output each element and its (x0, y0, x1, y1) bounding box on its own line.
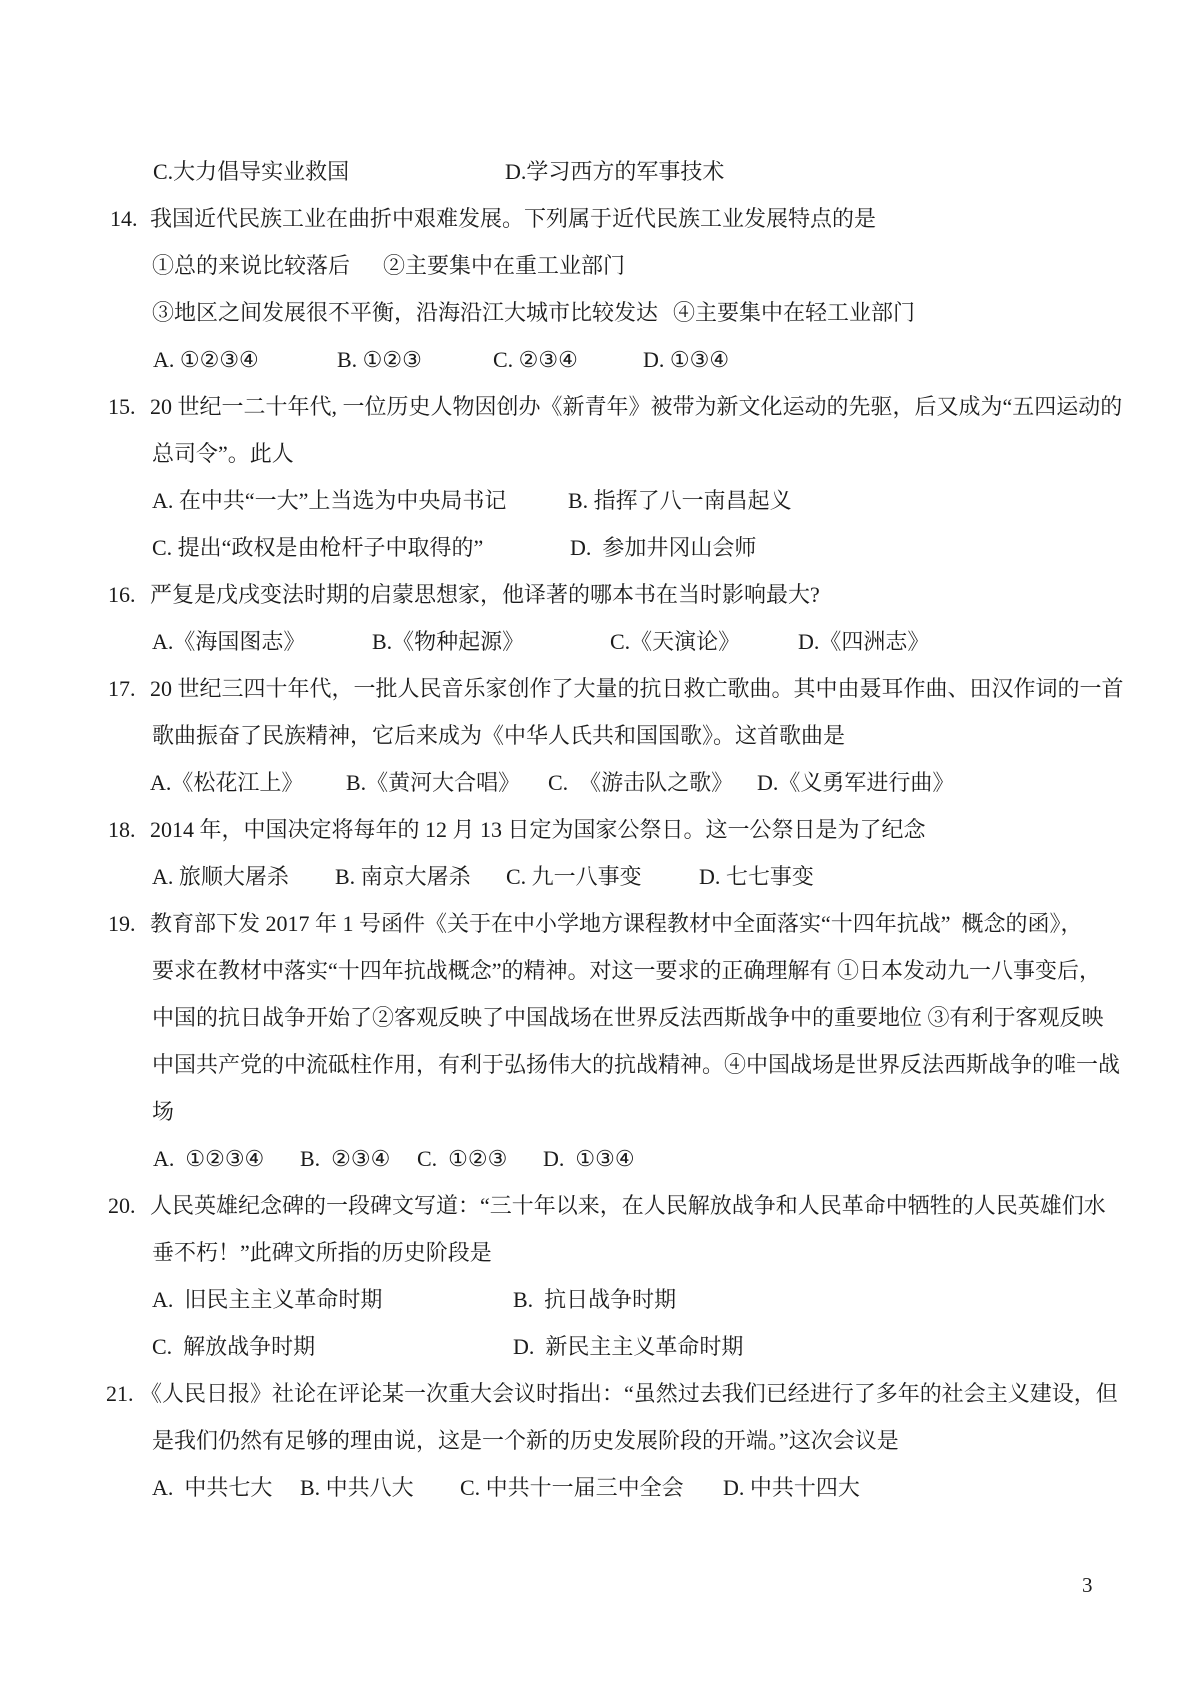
option-a: A. ①②③④ (153, 347, 259, 372)
question-number: 15. (108, 394, 136, 419)
q15-options-row-2 (0, 534, 1200, 564)
option-b: B.《黄河大合唱》 (346, 770, 521, 795)
q19-stem-line-2 (0, 957, 1200, 987)
stem-text: 教育部下发 2017 年 1 号函件《关于在中小学地方课程教材中全面落实“十四年抗战” 概念的函》， (150, 911, 1083, 936)
q19-options (0, 1145, 1200, 1175)
option-c: C.《天演论》 (610, 629, 741, 654)
stem-text: 歌曲振奋了民族精神，它后来成为《中华人氏共和国国歌》。这首歌曲是 (152, 723, 846, 748)
stem-text: 总司令”。此人 (152, 441, 294, 466)
stem-text: 20 世纪三四十年代，一批人民音乐家创作了大量的抗日救亡歌曲。其中由聂耳作曲、田汉作词的一首 (150, 676, 1124, 701)
q13-options-row (0, 158, 1200, 188)
option-c: C. ②③④ (493, 347, 578, 372)
q19-stem-line-4 (0, 1051, 1200, 1081)
option-c: C. 《游击队之歌》 (548, 770, 734, 795)
option-b: B. 南京大屠杀 (335, 864, 471, 889)
option-d: D. ①③④ (643, 347, 730, 372)
question-number: 16. (108, 582, 136, 607)
question-number: 14. (110, 206, 138, 231)
q21-stem-line-1 (0, 1380, 1200, 1410)
q20-options-row-2 (0, 1333, 1200, 1363)
option-b: B. 指挥了八一南昌起义 (568, 488, 792, 513)
option-c: C. 九一八事变 (506, 864, 642, 889)
q15-options-row-1 (0, 487, 1200, 517)
option-b: B.《物种起源》 (372, 629, 525, 654)
item-1: ①总的来说比较落后 (152, 253, 351, 278)
q14-stem (0, 205, 1200, 235)
option-c: C. ①②③ (417, 1146, 508, 1171)
item-4: ④主要集中在轻工业部门 (673, 300, 916, 325)
option-b: B. 抗日战争时期 (513, 1287, 677, 1312)
stem-text: 《人民日报》社论在评论某一次重大会议时指出：“虽然过去我们已经进行了多年的社会主义建设，但 (140, 1381, 1118, 1406)
q13-option-d: D.学习西方的军事技术 (505, 159, 725, 184)
q14-items-row-2 (0, 299, 1200, 329)
stem-text: 中国共产党的中流砥柱作用，有利于弘扬伟大的抗战精神。④中国战场是世界反法西斯战争的唯一战 (152, 1052, 1121, 1077)
q17-options (0, 769, 1200, 799)
q20-stem-line-2 (0, 1239, 1200, 1269)
q13-option-c: C.大力倡导实业救国 (153, 159, 350, 184)
q15-stem-line-2 (0, 440, 1200, 470)
option-d: D.《四洲志》 (798, 629, 930, 654)
q19-stem-line-1 (0, 910, 1200, 940)
stem-text: 是我们仍然有足够的理由说，这是一个新的历史发展阶段的开端。”这次会议是 (152, 1428, 899, 1453)
q20-stem-line-1 (0, 1192, 1200, 1222)
question-number: 20. (108, 1193, 136, 1218)
option-d: D. 参加井冈山会师 (570, 535, 757, 560)
q17-stem-line-2 (0, 722, 1200, 752)
q21-stem-line-2 (0, 1427, 1200, 1457)
option-a: A. 中共七大 (152, 1475, 273, 1500)
q14-items-row-1 (0, 252, 1200, 282)
option-b: B. ②③④ (300, 1146, 391, 1171)
stem-text: 中国的抗日战争开始了②客观反映了中国战场在世界反法西斯战争中的重要地位 ③有利于客观反映 (152, 1005, 1104, 1030)
stem-text: 场 (152, 1099, 175, 1124)
stem-text: 要求在教材中落实“十四年抗战概念”的精神。对这一要求的正确理解有 ①日本发动九一八事变后， (152, 958, 1102, 983)
option-a: A.《海国图志》 (152, 629, 306, 654)
q20-options-row-1 (0, 1286, 1200, 1316)
q19-stem-line-5 (0, 1098, 1200, 1128)
q16-options (0, 628, 1200, 658)
option-c: C. 提出“政权是由枪杆子中取得的” (152, 535, 484, 560)
option-c: C. 解放战争时期 (152, 1334, 316, 1359)
stem-text: 垂不朽！”此碑文所指的历史阶段是 (152, 1240, 492, 1265)
item-3: ③地区之间发展很不平衡，沿海沿江大城市比较发达 (152, 300, 659, 325)
stem-text: 2014 年，中国决定将每年的 12 月 13 日定为国家公祭日。这一公祭日是为了纪念 (150, 817, 926, 842)
stem-text: 我国近代民族工业在曲折中艰难发展。下列属于近代民族工业发展特点的是 (150, 206, 877, 231)
option-d: D.《义勇军进行曲》 (757, 770, 955, 795)
q14-options (0, 346, 1200, 376)
option-a: A. 旧民主主义革命时期 (152, 1287, 383, 1312)
option-d: D. ①③④ (543, 1146, 635, 1171)
question-number: 17. (108, 676, 136, 701)
item-2: ②主要集中在重工业部门 (383, 253, 626, 278)
q18-stem (0, 816, 1200, 846)
option-c: C. 中共十一届三中全会 (460, 1475, 684, 1500)
page-number: 3 (1082, 1573, 1093, 1597)
option-d: D. 中共十四大 (723, 1475, 860, 1500)
q15-stem-line-1 (0, 393, 1200, 423)
stem-text: 严复是戊戌变法时期的启蒙思想家，他译著的哪本书在当时影响最大? (150, 582, 820, 607)
option-a: A. ①②③④ (153, 1146, 265, 1171)
stem-text: 20 世纪一二十年代, 一位历史人物因创办《新青年》被带为新文化运动的先驱，后又成为“五四运动的 (150, 394, 1123, 419)
question-number: 21. (106, 1381, 134, 1406)
q18-options (0, 863, 1200, 893)
option-a: A.《松花江上》 (150, 770, 304, 795)
q16-stem (0, 581, 1200, 611)
option-a: A. 在中共“一大”上当选为中央局书记 (152, 488, 507, 513)
option-d: D. 新民主主义革命时期 (513, 1334, 744, 1359)
question-number: 19. (108, 911, 136, 936)
option-b: B. 中共八大 (300, 1475, 414, 1500)
option-d: D. 七七事变 (699, 864, 814, 889)
stem-text: 人民英雄纪念碑的一段碑文写道：“三十年以来，在人民解放战争和人民革命中牺牲的人民英雄们水 (150, 1193, 1106, 1218)
q17-stem-line-1 (0, 675, 1200, 705)
option-b: B. ①②③ (337, 347, 422, 372)
question-number: 18. (108, 817, 136, 842)
option-a: A. 旅顺大屠杀 (152, 864, 289, 889)
q19-stem-line-3 (0, 1004, 1200, 1034)
q21-options (0, 1474, 1200, 1504)
